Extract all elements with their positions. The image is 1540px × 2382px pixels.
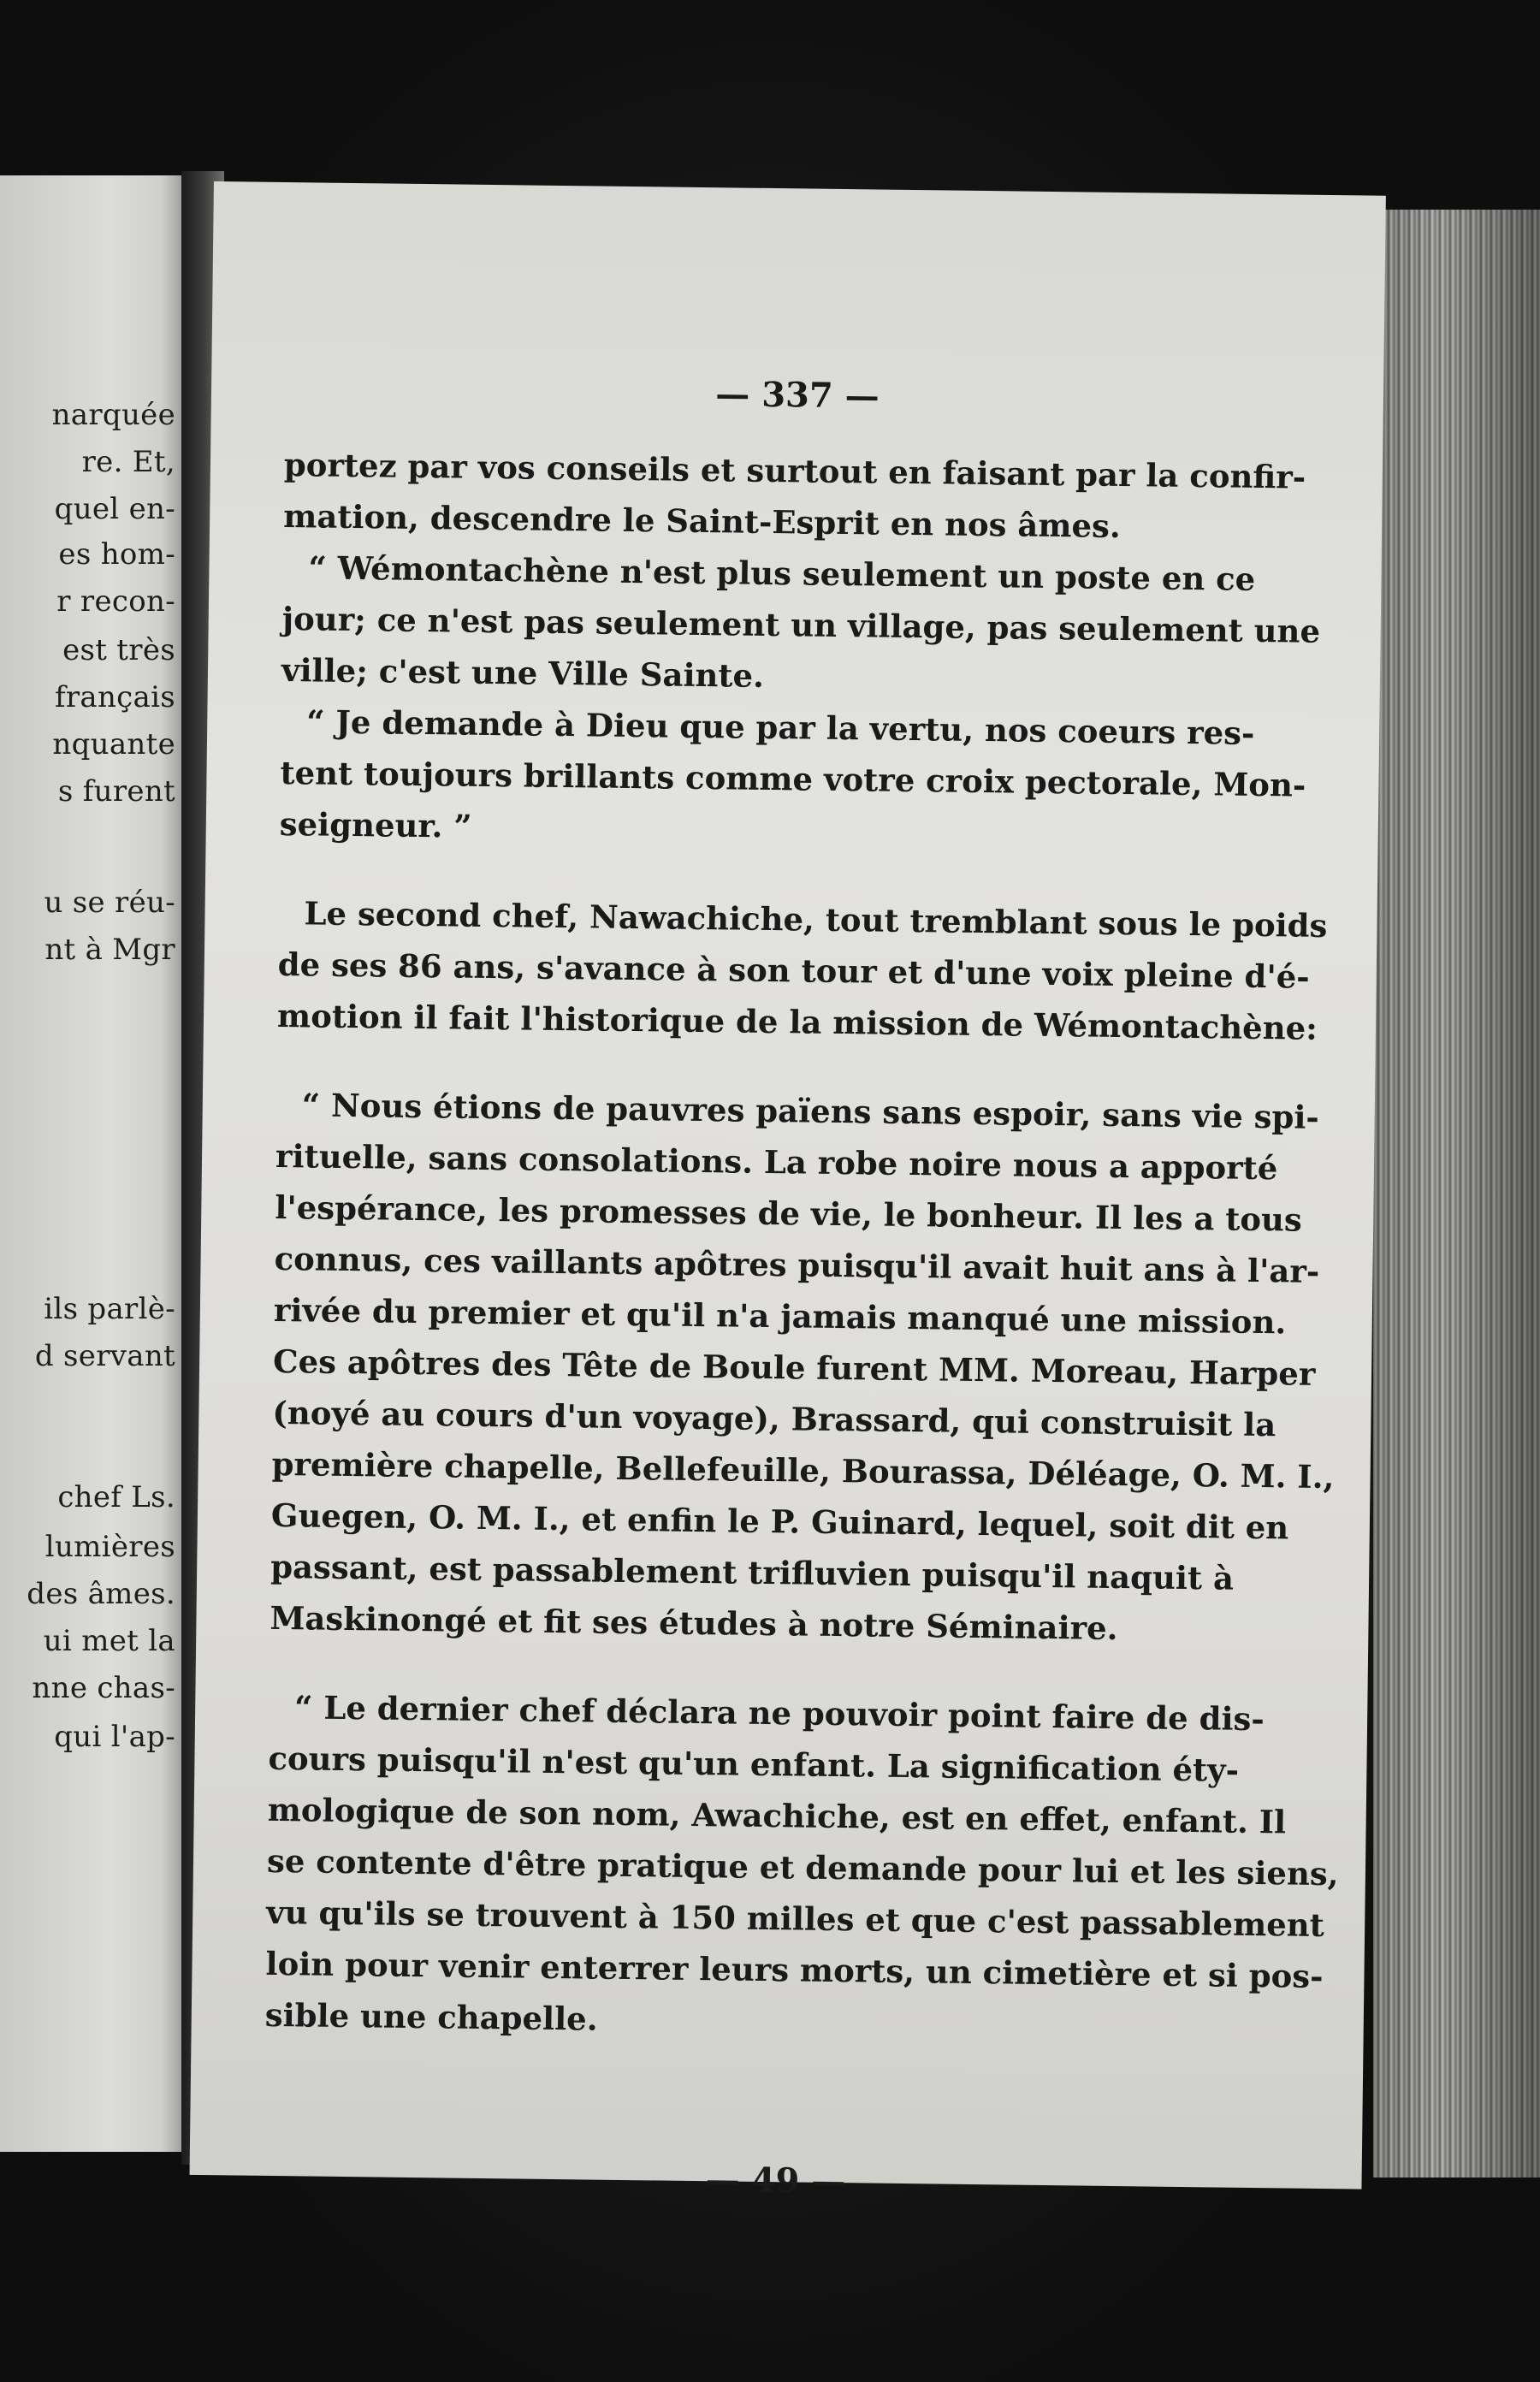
text-line: Guegen, O. M. I., et enfin le P. Guinard, lequel, soit dit en <box>270 1496 1289 1547</box>
left-page-line: u se réu- <box>44 886 175 920</box>
text-line: première chapelle, Bellefeuille, Bourassa, Déléage, O. M. I., <box>271 1444 1335 1496</box>
paragraph <box>276 887 1328 1052</box>
left-page-line: chef Ls. <box>57 1480 175 1514</box>
left-page-line: nne chas- <box>32 1671 175 1705</box>
left-page-line: s furent <box>57 774 175 809</box>
left-page-line: nt à Mgr <box>44 933 175 967</box>
left-page-line: est très <box>62 633 175 667</box>
left-page-line: nquante <box>52 727 175 761</box>
left-page-line: lumières <box>44 1530 175 1564</box>
paragraph <box>270 1079 1335 1655</box>
text-line: (noyé au cours d'un voyage), Brassard, qui construisit la <box>272 1393 1276 1444</box>
text-line: motion il fait l'historique de la mission de Wémontachène: <box>276 996 1318 1047</box>
text-line: tent toujours brillants comme votre croix pectorale, Mon- <box>280 754 1306 804</box>
paragraph <box>264 1681 1339 2052</box>
text-line: passant, est passablement trifluvien puisqu'il naquit à <box>270 1547 1235 1597</box>
left-page-line: ui met la <box>43 1624 175 1658</box>
left-page-line: re. Et, <box>81 445 175 479</box>
text-line: rituelle, sans consolations. La robe noire nous a apporté <box>275 1136 1278 1188</box>
main-page <box>190 181 1386 2202</box>
text-line: “ Wémontachène n'est plus seulement un poste en ce <box>308 548 1256 598</box>
text-line: se contente d'être pratique et demande pour lui et les siens, <box>266 1841 1339 1893</box>
left-page-line: français <box>54 680 175 714</box>
left-page-line: r recon- <box>56 584 175 619</box>
paragraph <box>281 542 1321 707</box>
text-line: mologique de son nom, Awachiche, est en effet, enfant. Il <box>267 1790 1287 1841</box>
paragraph <box>282 439 1306 553</box>
text-line: Le second chef, Nawachiche, tout tremblant sous le poids <box>304 894 1328 945</box>
text-line: cours puisqu'il n'est qu'un enfant. La signification éty- <box>268 1739 1240 1789</box>
text-line: mation, descendre le Saint-Esprit en nos âmes. <box>282 497 1122 545</box>
text-line: “ Nous étions de pauvres païens sans espoir, sans vie spi- <box>301 1086 1320 1136</box>
left-page <box>0 175 184 2152</box>
left-page-line: narquée <box>51 398 175 432</box>
text-line: vu qu'ils se trouvent à 150 milles et que c'est passablement <box>266 1893 1325 1945</box>
page-number-header: — 337 — <box>715 374 880 417</box>
text-line: rivée du premier et qu'il n'a jamais manqué une mission. <box>273 1290 1287 1342</box>
left-page-line: des âmes. <box>27 1577 175 1611</box>
text-line: “ Le dernier chef déclara ne pouvoir point faire de dis- <box>293 1688 1265 1739</box>
page-stack-shade <box>1373 210 1540 2178</box>
text-line: ville; c'est une Ville Sainte. <box>281 651 765 695</box>
text-line: Ces apôtres des Tête de Boule furent MM. Moreau, Harper <box>272 1342 1316 1393</box>
text-line: jour; ce n'est pas seulement un village, pas seulement une <box>281 600 1321 650</box>
text-line: seigneur. ” <box>279 804 472 845</box>
left-page-line: es hom- <box>58 537 175 572</box>
text-line: “ Je demande à Dieu que par la vertu, nos coeurs res- <box>306 702 1255 752</box>
text-line: loin pour venir enterrer leurs morts, un cimetière et si pos- <box>265 1944 1324 1995</box>
text-line: portez par vos conseils et surtout en faisant par la confir- <box>283 446 1306 496</box>
left-page-line: qui l'ap- <box>54 1720 175 1754</box>
text-line: sible une chapelle. <box>264 1995 598 2038</box>
page-number-footer: — 49 — <box>705 2160 846 2202</box>
paragraph <box>279 696 1306 861</box>
left-page-line: d servant <box>34 1339 175 1373</box>
left-page-line: ils parlè- <box>44 1292 175 1326</box>
left-page-line: quel en- <box>54 492 175 526</box>
text-line: connus, ces vaillants apôtres puisqu'il avait huit ans à l'ar- <box>274 1239 1320 1290</box>
page-body <box>264 439 1339 2052</box>
text-line: de ses 86 ans, s'avance à son tour et d'une voix pleine d'é- <box>277 945 1310 996</box>
text-line: l'espérance, les promesses de vie, le bonheur. Il les a tous <box>275 1188 1303 1239</box>
text-line: Maskinongé et fit ses études à notre Séminaire. <box>270 1598 1118 1648</box>
